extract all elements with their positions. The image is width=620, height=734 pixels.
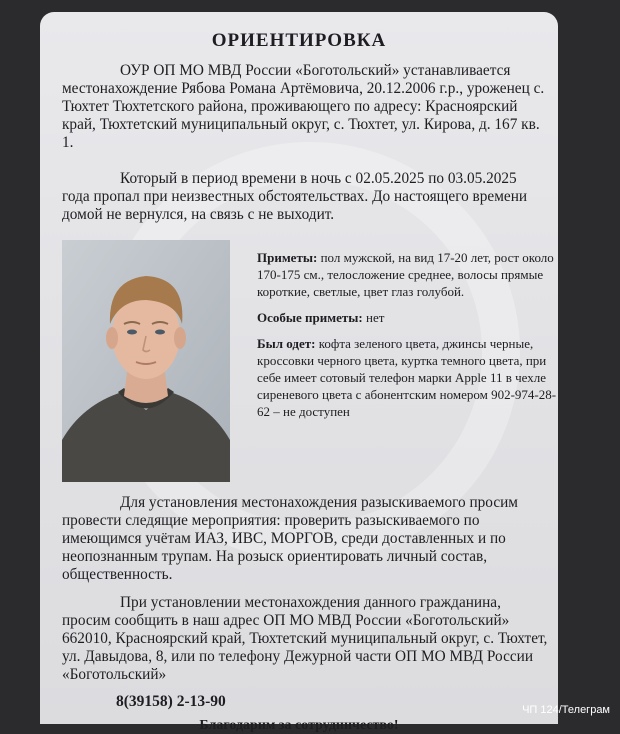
- description-block: [257, 249, 557, 429]
- special-signs-line: [257, 309, 557, 326]
- thanks-line: Благодарим за сотрудничество!: [199, 718, 399, 733]
- special-signs-label: Особые приметы:: [257, 310, 363, 325]
- disappearance-paragraph: Который в период времени в ночь с 02.05.2025 по 03.05.2025 года пропал при неизвестных обстоятельствах. До настоящего времени домой не вернулся, на связь с не выходит.: [62, 170, 528, 223]
- contact-paragraph: При установлении местонахождения данного гражданина, просим сообщить в наш адрес ОП МО МВД России «Боготольский» 662010, Красноярский край, Тюхтетский муниципальный округ, с. Тюхтет, ул. Давыдова, 8, или по телефону Дежурной части ОП МО МВД России «Боготольский»: [62, 594, 548, 683]
- intro-paragraph: ОУР ОП МО МВД России «Боготольский» устанавливается местонахождение Рябова Романа Артёмовича, 20.12.2006 г.р., уроженец с. Тюхтет Тюхтетского района, проживающего по адресу: Красноярский край, Тюхтетский муниципальный округ, с. Тюхтет, ул. Кирова, д. 167 кв. 1.: [62, 62, 545, 151]
- document-title: ОРИЕНТИРОВКА: [211, 30, 387, 51]
- signs-label: Приметы:: [257, 250, 318, 265]
- duty-phone: 8(39158) 2-13-90: [116, 693, 226, 710]
- clothes-label: Был одет:: [257, 336, 316, 351]
- source-credit: ЧП 124/Телеграм: [522, 704, 610, 716]
- search-measures-paragraph: Для установления местонахождения разыскиваемого просим провести следящие мероприятия: проверить разыскиваемого по имеющимся учётам ИАЗ, ИВС, МОРГОВ, среди доставленных и по неопознанным трупам. На розыск ориентировать личный состав, общественность.: [62, 494, 518, 583]
- missing-person-photo: [62, 240, 230, 482]
- clothes-text: кофта зеленого цвета, джинсы черные, кроссовки черного цвета, куртка темного цвета, при себе имеет сотовый телефон марки Apple 11 в чехле сиреневого цвета с абонентским номером 902-974-28-62 – не доступен: [257, 336, 557, 419]
- wanted-notice-sheet: [40, 12, 558, 733]
- clothes-line: [257, 335, 557, 420]
- person-portrait-icon: [62, 240, 230, 482]
- signs-line: [257, 249, 557, 300]
- special-signs-text: нет: [362, 310, 385, 325]
- signs-text: пол мужской, на вид 17-20 лет, рост около 170-175 см., телосложение среднее, волосы прямые короткие, светлые, цвет глаз голубой.: [257, 250, 554, 299]
